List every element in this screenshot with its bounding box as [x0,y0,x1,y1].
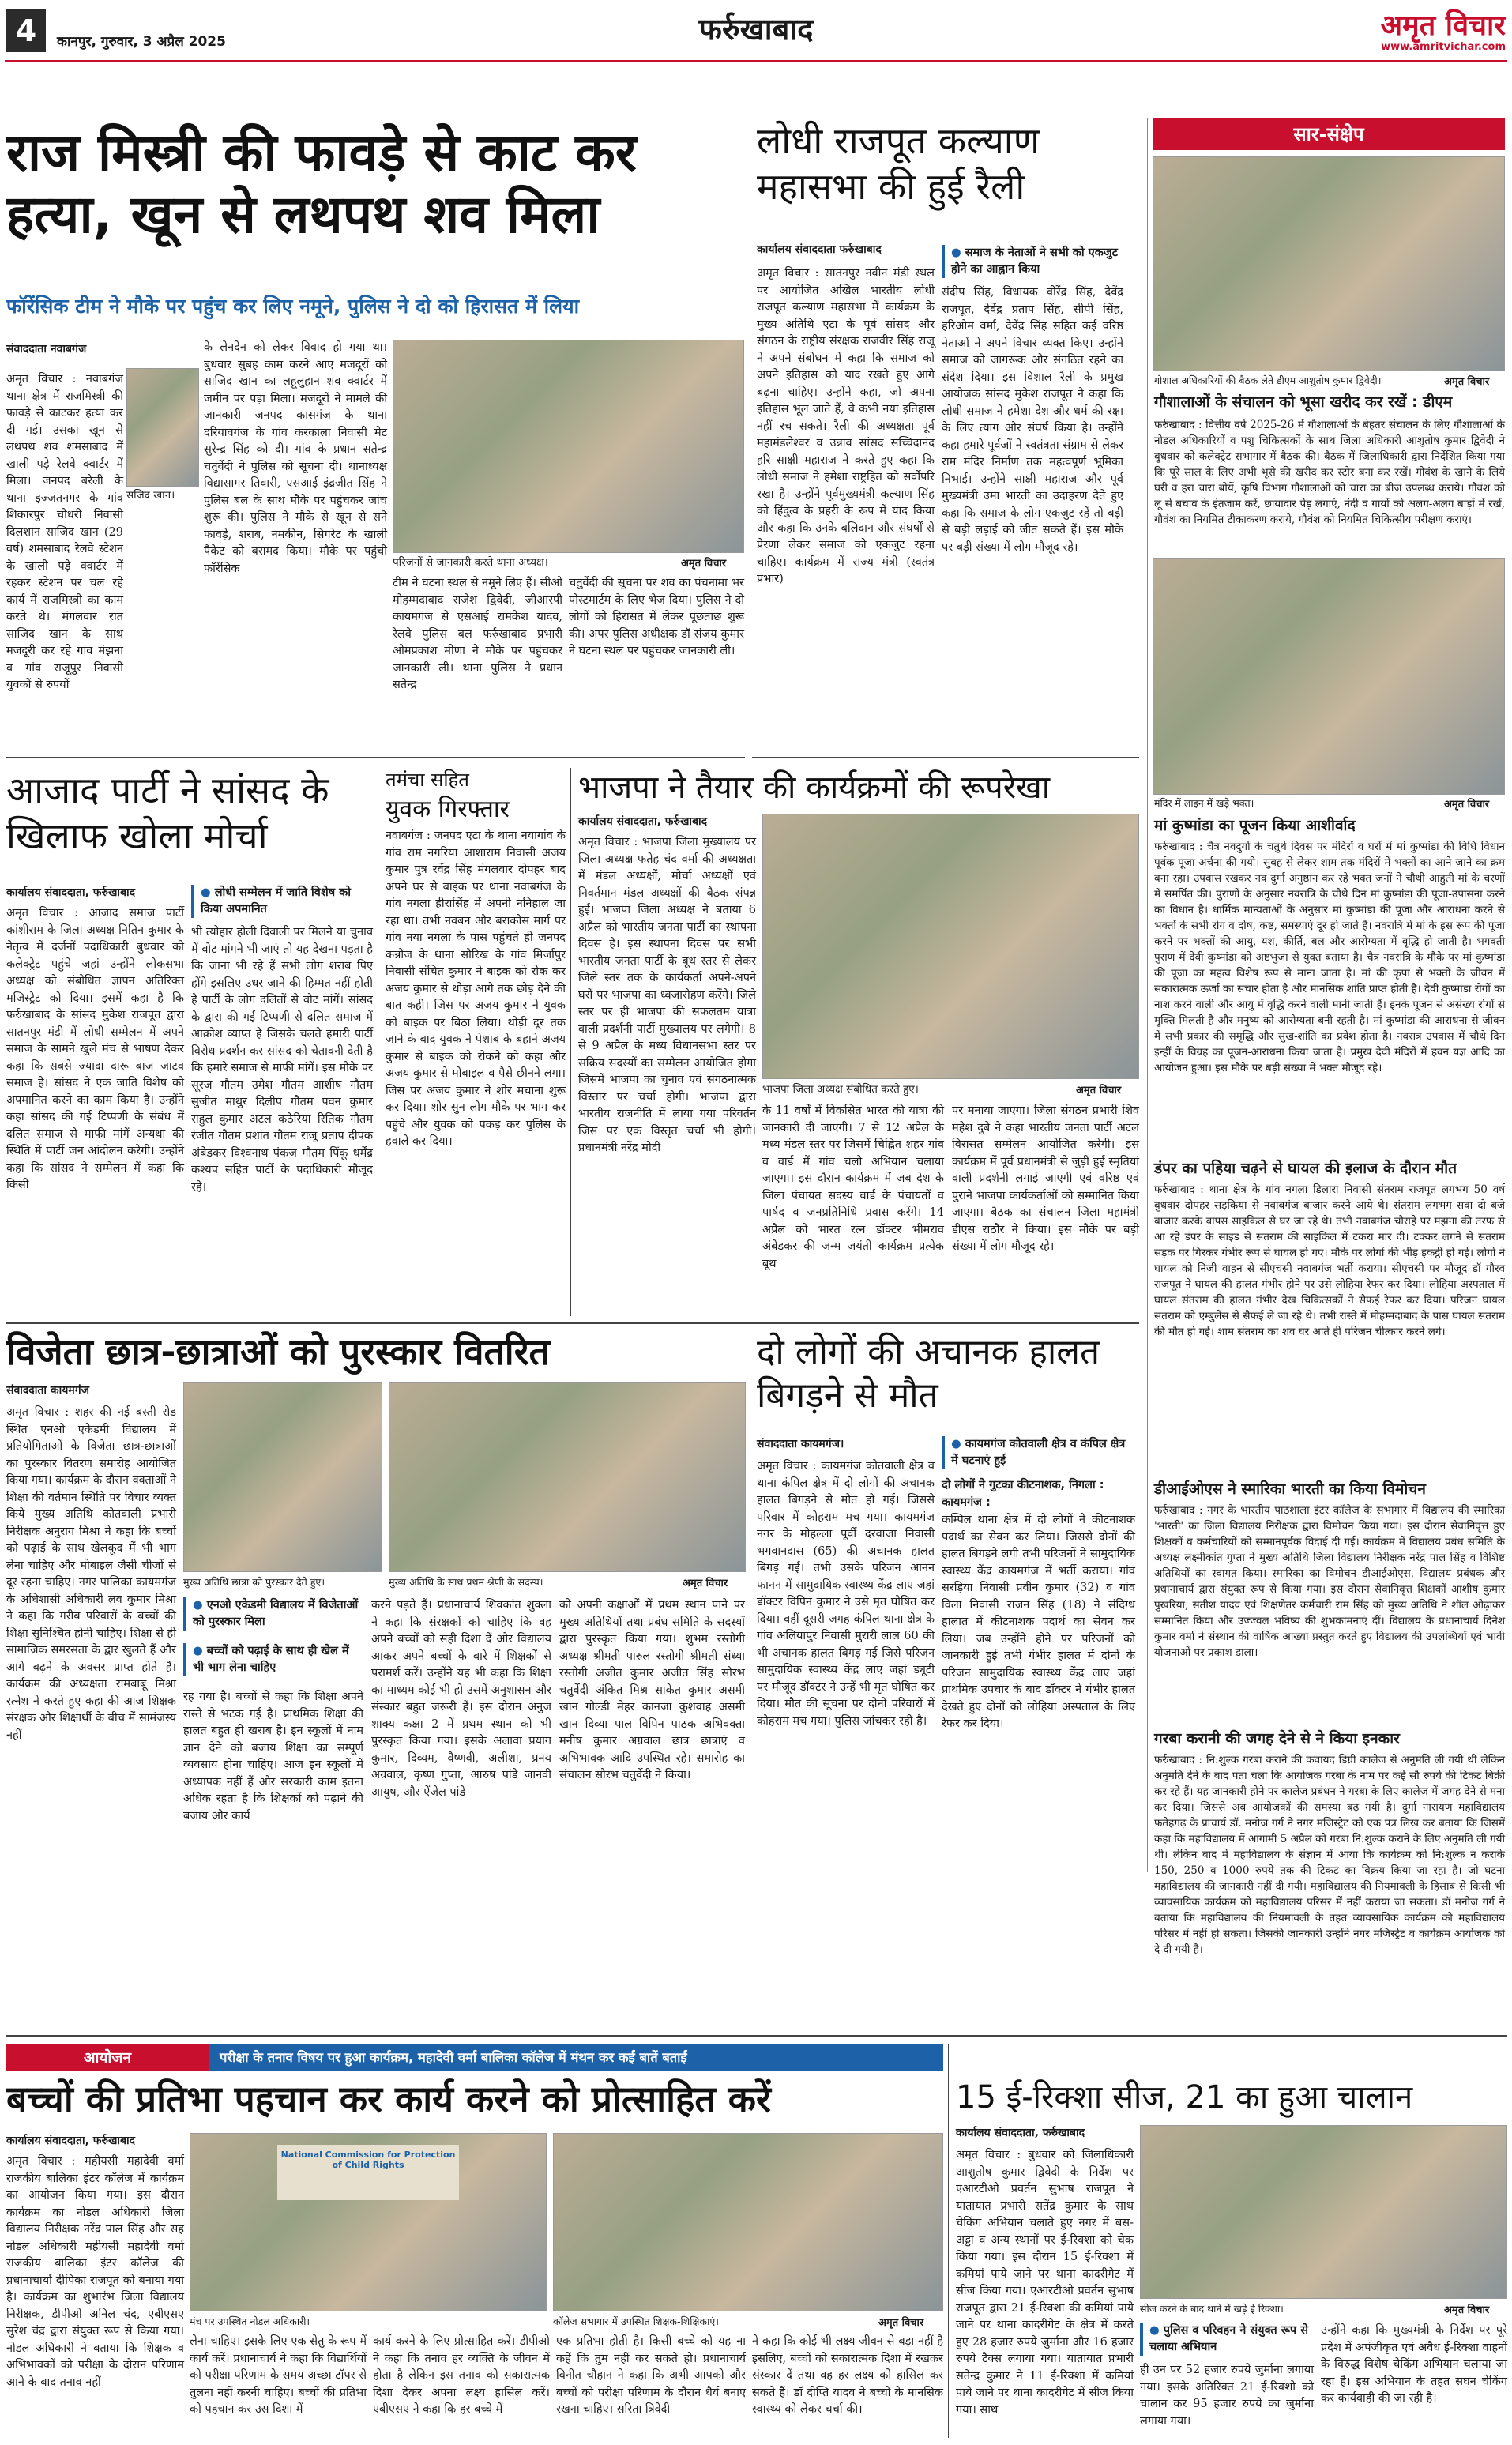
story5-col3: पर मनाया जाएगा। जिला संगठन प्रभारी शिव महेश दुबे ने कहा भारतीय जनता पार्टी अटल विरासत सम्मेलन आयोजित करेगी। इस कार्यक्रम में पूर्व प्रधानमंत्री से जुड़ी हुई स्मृतियां वाली प्रदर्शनी लगाई जाएगी एवं वरिष्ठ एवं पुराने भाजपा कार्यकर्ताओं को सम्मानित किया जाएगा। बैठक का संचालन जिला महामंत्री डीएस राठौर ने किया। इस मौके पर बड़ी संख्या में लोग मौजूद रहे। [952,1104,1139,1253]
vdivider-5 [948,2044,949,2438]
story2-col2: संदीप सिंह, विधायक वीरेंद्र सिंह, देवेंद्र राजपूत, देवेंद्र प्रताप सिंह, सीपी सिंह, हरिओम वर्मा, देवेंद्र सिंह सहित कई वरिष्ठ नेताओं ने अपने विचार व्यक्त किए। उन्होंने समाज को जागरूक और संगठित रहने का संदेश दिया। इस विशाल रैली के प्रमुख आयोजक सांसद मुकेश राजपूत ने कहा कि लोधी समाज ने हमेशा देश और धर्म की रक्षा के लिए त्याग और संघर्ष किया है। उन्होंने कहा हमारे पूर्वजों ने स्वतंत्रता संग्राम से लेकर राम मंदिर निर्माण तक महत्वपूर्ण भूमिका निभाई। उन्होंने साक्षी महाराज और पूर्व मुख्यमंत्री उमा भारती का उदाहरण देते हुए कहा कि समाज के लोग एकजुट रहें तो बड़ी से बड़ी लड़ाई को जीत सकते हैं। इस मौके पर बड़ी संख्या में लोग मौजूद रहे। [942,286,1123,554]
story4-headline: युवक गिरफ्तार [386,796,510,823]
story5-photo [762,814,1139,1079]
divider-1 [6,757,745,758]
callout-bullet-icon: ● [951,1438,965,1450]
divider-4 [6,2035,1507,2037]
story5-col1: अमृत विचार : भाजपा जिला मुख्यालय पर जिला अध्यक्ष फतेह चंद वर्मा की अध्यक्षता में मंडल अध्यक्षों, मोर्चा अध्यक्षों एवं निवर्तमान मंडल अध्यक्षों की बैठक संपन्न हुई। भाजपा जिला अध्यक्ष ने बताया 6 अप्रैल को भारतीय जनता पार्टी का स्थापना दिवस है। इस स्थापना दिवस पर सभी भारतीय जनता पार्टी के बूथ स्तर से लेकर जिले स्तर तक के कार्यकर्ता अपने-अपने घरों पर भाजपा का ध्वजारोहण करेंगे। जिले स्तर पर ही भाजपा की सफलतम यात्रा वाली प्रदर्शनी पार्टी मुख्यालय पर लगेगी। 8 से 9 अप्रैल के मध्य विधानसभा स्तर पर सक्रिय सदस्यों का सम्मेलन आयोजित होगा जिसमें भाजपा का चुनाव एवं संगठनात्मक विस्तार पर चर्चा होगी। भाजपा द्वारा भारतीय राजनीति में लाया गया परिवर्तन जिस पर एक विस्तृत चर्चा भी होगी। प्रधानमंत्री नरेंद्र मोदी [578,836,756,1154]
story8-photo1-banner: National Commission for Protection of Child Rights [277,2145,459,2200]
story8-col4: एक प्रतिभा होती है। किसी बच्चे को यह ना कहें कि तुम नहीं कर सकते हो। प्रधानाचार्य विनीत चौहान ने कहा कि अभी आपको और बच्चों को परीक्षा परिणाम के दौरान धैर्य बनाए रखना चाहिए। सरिता त्रिवेदी [556,2335,746,2416]
story7-col2: कम्पिल थाना क्षेत्र में दो लोगों ने कीटनाशक पदार्थ का सेवन कर लिया। जिससे दोनों की हालत बिगड़ने लगी तभी परिजनों ने सामुदायिक स्वास्थ्य केंद्र कायमगंज में भर्ती कराया। गांव सरड़िया निवासी प्रवीन कुमार (32) व गांव विला निवासी राजन सिंह (18) ने संदिग्ध हालात में कीटनाशक पदार्थ का सेवन कर लिया। जब उन्होंने होने पर परिजनों को जानकारी हुई तभी गंभीर हालत में दोनों के परिजन सामुदायिक स्वास्थ्य केंद्र लाए जहां प्राथमिक उपचार के बाद डॉक्टर ने गंभीर हालत देखते हुए दोनों को लोहिया अस्पताल के लिए रेफर कर दिया। [942,1514,1135,1730]
story6-col4: को अपनी कक्षाओं में प्रथम स्थान पाने पर मुख्य अतिथियों तथा प्रबंध समिति के सदस्यों द्वारा पुरस्कृत किया गया। शुभम रस्तोगी अध्यक्ष श्रीमती पारुल रस्तोगी श्रीमती संध्या रस्तोगी अजीत कुमार अजीत सिंह सौरभ चतुर्वेदी अंकित मिश्र साकेत कुमार असमी खान गोल्डी मेहर कानजा कुशवाह असमी खान दिव्या पाल विपिन पाठक अभिवक्ता मनीष कुमार अग्रवाल छात्र छात्राएं व अभिभावक आदि उपस्थित रहे। समारोह का संचालन सौरभ चतुर्वेदी ने किया। [559,1599,745,1781]
story8-col5: ने कहा कि कोई भी लक्ष्य जीवन से बड़ा नहीं है इसलिए, बच्चों को सकारात्मक दिशा में रखकर संस्कार दें तथा वह हर लक्ष्य को हासिल कर सकते हैं। डॉ दीप्ति यादव ने बच्चों के मानसिक स्वास्थ्य को लेकर चर्चा की। [752,2335,943,2416]
story8-photo2-caption: कॉलेज सभागार में उपस्थित शिक्षक-शिक्षिकाएं। [553,2315,719,2327]
story2-headline: लोधी राजपूत कल्याण महासभा की हुई रैली [757,119,1040,208]
story1-photo-caption: परिजनों से जानकारी करते थाना अध्यक्ष। [393,556,548,569]
story7-col1: अमृत विचार : कायमगंज कोतवाली क्षेत्र व थाना कंपिल क्षेत्र में दो लोगों की अचानक हालत बिगड़ने से मौत हो गई। जिससे परिवार में कोहराम मच गया। कायमगंज नगर के मोहल्ला पूर्वी दरवाजा निवासी भगवानदास (65) की अचानक हालत बिगड़ गई। तभी उसके परिजन आनन फानन में सामुदायिक स्वास्थ्य केंद्र लाए जहां डॉक्टर विपिन कुमार ने उसे मृत घोषित कर दिया। वहीं दूसरी जगह कंपिल थाना क्षेत्र के गांव अलियापुर निवासी मुरारी लाल 60 की भी अचानक हालत बिगड़ गई जिसे परिजन सामुदायिक स्वास्थ्य केंद्र लाए जहां ड्यूटी पर मौजूद डॉक्टर ने उन्हें भी मृत घोषित कर दिया। मौत की सूचना पर दोनों परिवारों में कोहराम मच गया। पुलिस जांचकर रही है। [757,1460,935,1728]
story1-inset-photo [126,368,199,487]
story7-callout [942,1436,1131,1469]
brand-logo: अमृत विचार [1380,9,1506,42]
story8-col2: लेना चाहिए। इसके लिए एक सेतु के रूप में कार्य करें। प्रधानाचार्य ने कहा कि विद्यार्थियों को परीक्षा परिणाम के समय अच्छा टॉपर से तुलना नहीं करनी चाहिए। बच्चों की प्रतिभा को पहचान कर उस दिशा में [190,2335,367,2416]
story8-headline: बच्चों की प्रतिभा पहचान कर कार्य करने को प्रोत्साहित करें [6,2078,771,2120]
story9-byline: कार्यालय संवाददाता, फर्रुखाबाद [956,2127,1085,2139]
story8-photo2 [553,2133,943,2311]
story6-photo2-caption: मुख्य अतिथि के साथ प्रथम श्रेणी के सदस्य। [389,1576,543,1588]
story5-headline: भाजपा ने तैयार की कार्यक्रमों की रूपरेखा [578,769,1051,806]
story9-callout [1140,2323,1314,2356]
callout-bullet-icon: ● [193,1645,207,1657]
story9-photo [1140,2125,1507,2299]
sidebar-item2-credit: अमृत विचार [1444,799,1490,811]
header-date: कानपुर, गुरुवार, 3 अप्रैल 2025 [57,34,226,50]
sidebar-item1-credit: अमृत विचार [1444,376,1490,388]
story6-headline: विजेता छात्र-छात्राओं को पुरस्कार वितरित [6,1330,550,1373]
story9-photo-caption: सीज करने के बाद थाने में खड़े ई रिक्शा। [1140,2303,1284,2315]
story8-col3: कार्य करने के लिए प्रोत्साहित करें। डीपीओ ने कहा कि तनाव हर व्यक्ति के जीवन में होता है लेकिन इस तनाव को सकारात्मक दिशा देकर अपना लक्ष्य हासिल करें। एबीएसए ने कहा कि हर बच्चे में [373,2335,550,2416]
story1-col4: चतुर्वेदी की सूचना पर शव का पंचनामा भर पोस्टमार्टम के लिए भेज दिया। पुलिस ने दो लोगों को हिरासत में लेकर पूछताछ शुरू की। अपर पुलिस अधीक्षक डॉ संजय कुमार ने घटना स्थल पर पहुंचकर जानकारी ली। [569,577,744,657]
story7-callout-text: कायमगंज कोतवाली क्षेत्र व कंपिल क्षेत्र में घटनाएं हुई [951,1438,1126,1467]
story5-photo-caption: भाजपा जिला अध्यक्ष संबोधित करते हुए। [762,1083,919,1096]
story9-col2: ही उन पर 52 हजार रुपये जुर्माना लगाया गया। इसके अतिरिक्त 21 ई-रिक्शो को चालान कर 95 हजार रुपये का जुर्माना लगाया गया। [1140,2364,1314,2428]
callout-bullet-icon: ● [951,246,965,259]
sidebar-item2-photo [1153,558,1505,795]
story9-col3: उन्होंने कहा कि मुख्यमंत्री के निर्देश पर पूरे प्रदेश में अपंजीकृत एवं अवैध ई-रिक्शा वाहनों के विरुद्ध विशेष चेकिंग अभियान चलाया जा रहा है। इस अभियान के तहत सघन चेकिंग कर कार्यवाही की जा रही है। [1321,2324,1507,2405]
story8-banner: परीक्षा के तनाव विषय पर हुआ कार्यक्रम, महादेवी वर्मा बालिका कॉलेज में मंथन कर कई बातें बताईं [209,2044,943,2071]
story5-byline: कार्यालय संवाददाता, फर्रुखाबाद [578,815,708,828]
story7-col2-lead: दो लोगों ने गुटका कीटनाशक, निगला : कायमगंज : [942,1479,1104,1509]
story4-col1: नवाबगंज : जनपद एटा के थाना नयागांव के गांव राम नगरिया आशाराम निवासी अजय कुमार पुत्र रवेंद्र सिंह मंगलवार दोपहर बाद अपने घर से बाइक पर थाना नवाबगंज के गांव नगला हीरासिंह में अपनी ननिहाल जा रहा था। तभी नवबन और बराकोस मार्ग पर गांव नया नगला के पास पहुंचते ही जनपद कन्नौज के थाना सौरिख के गांव मिर्जापुर निवासी संचित कुमार ने बाइक को रोक कर अजय कुमार से थोड़ा आगे तक छोड़ देने की बात कही। जिस पर अजय कुमार ने युवक को बाइक पर बिठा लिया। थोड़ी दूर तक जाने के बाद युवक ने पेशाब के बहाने अजय कुमार से बाइक को रोकने को कहा और अजय कुमार से मोबाइल व पैसे छीनने लगा। जिस पर अजय कुमार ने शोर मचाना शुरू कर दिया। शोर सुन लोग मौके पर भाग कर पहुंचे और युवक को पकड़ कर पुलिस के हवाले कर दिया। [386,829,566,1148]
story6-callout1-text: एनओ एकेडमी विद्यालय में विजेताओं को पुरस्कार मिला [193,1599,359,1628]
vdivider-3 [570,768,571,1316]
story3-byline: कार्यालय संवाददाता, फर्रुखाबाद [6,886,136,899]
story8-label: आयोजन [6,2044,209,2071]
story9-headline: 15 ई-रिक्शा सीज, 21 का हुआ चालान [956,2079,1413,2116]
story6-photo1 [183,1382,382,1572]
story7-byline: संवाददाता कायमगंज। [757,1438,844,1450]
sidebar-item3-headline: डंपर का पहिया चढ़ने से घायल की इलाज के दौरान मौत [1154,1160,1457,1177]
story9-col1: अमृत विचार : बुधवार को जिलाधिकारी आशुतोष कुमार द्विवेदी के निर्देश पर एआरटीओ प्रवर्तन सुभाष राजपूत ने यातायात प्रभारी सतेंद्र कुमार के साथ चेकिंग अभियान चलाते हुए नगर में बस-अड्डा व अन्य स्थानों पर ई-रिक्शा को चेक किया गया। इस दौरान 15 ई-रिक्शा में कमियां पाये जाने पर थाना कादरीगेट में सीज किया गया। एआरटीओ प्रवर्तन सुभाष राजपूत द्वारा 21 ई-रिक्शा की कमियां पाये जाने पर थाना कादरीगेट के क्षेत्र में करते हुए 28 हजार रुपये जुर्माना और 16 हजार रुपये टैक्स लगाया गया। यातायात प्रभारी सतेन्द्र कुमार ने 11 ई-रिक्शा में कमियां पाये जाने पर थाना कादरीगेट में सीज किया गया। साथ [956,2149,1134,2417]
story7-headline: दो लोगों की अचानक हालत बिगड़ने से मौत [757,1332,1100,1416]
story1-photo [393,340,744,553]
story6-col3: करने पड़ते हैं। प्रधानाचार्य शिवकांत शुक्ला ने कहा कि संरक्षकों को चाहिए कि वह अपने बच्चों को सही दिशा दें और विद्यालय आकर अपने बच्चों के बारे में शिक्षकों से परामर्श करें। उन्होंने यह भी कहा कि शिक्षा का माध्यम कोई भी हो उसमें अनुशासन और संस्कार बहुत जरूरी हैं। इस दौरान अनुज शाक्य कक्षा 2 में प्रथम स्थान को भी पुरस्कृत किया गया। इसके अलावा प्रयाग कुमार, दिव्यम, वैष्णवी, अलीशा, प्रनय अग्रवाल, कृष्ण गुप्ता, आरुष पांडे जानवी आयुष, और ऐंजेल पांडे [371,1599,551,1799]
story6-photo1-caption: मुख्य अतिथि छात्रा को पुरस्कार देते हुए। [183,1576,325,1588]
sidebar-item2-text: फर्रुखाबाद : चैत्र नवदुर्गा के चतुर्थ दिवस पर मंदिरों व घरों में मां कुष्मांडा की विधि विधान पूर्वक पूजा अर्चना की गयी। सुबह से लेकर शाम तक मंदिरों में भक्तों का आने जाने का क्रम बना रहा। उपवास रखकर नव दुर्गा अनुष्ठान कर रहे भक्त जनों ने चौथी आहुती मां के चरणों में समर्पित की। पुराणों के अनुसार नवरात्रि के चौथे दिन मां कुष्मांडा की पूजा-उपासना करने का विधान है। धार्मिक मान्यताओं के अनुसार मां कुष्मांडा की पूजा और आराधना करने से भक्तों के सभी रोग व दोष, कष्ट, समस्याएं दूर हो जाते हैं। नवरात्रि में मां के इस रूप की पूजा करने पर भक्तों की आयु, यश, कीर्ति, बल और आरोग्यता में वृद्धि हो जाती है। भगवती पुराण में देवी कुष्मांडा को अष्टभुजा से युक्त बताया है। चैत्र नवरात्रि के मौके पर मां कुष्मांडा की पूजा का महत्व विशेष रूप से माना जाता है। मां की कृपा से भक्तों के जीवन में सकारात्मक ऊर्जा का संचार होता है और मानसिक शांति प्राप्त होती है। देवी कुष्मांडा रोगों का नाश करने वाली और आयु में वृद्धि करने वाली मानी जाती हैं। इनके पूजन से असंख्य रोगों से मुक्ति मिलती है और मनुष्य को आरोग्यता बनी रहती है। मां कुष्मांडा की आराधना से जीवन में सभी प्रकार की समृद्धि और सुख-शांति का प्रवेश होता है। नवरात्र उपवास में चौथे दिन इन्हीं के विग्रह का पूजन-आराधना किया जाता है। प्रमुख देवी मंदिरों में हवन यज्ञ आदि का आयोजन हुआ। इस मौके पर बड़ी संख्या में भक्त मौजूद रहे। [1154,841,1505,1074]
story4-headline-small: तमंचा सहित [386,769,469,791]
page-header [0,0,1512,62]
divider-3 [6,1322,1139,1324]
sidebar-item4-text: फर्रुखाबाद : नगर के भारतीय पाठशाला इंटर कॉलेज के सभागार में विद्यालय की स्मारिका 'भारती' का जिला विद्यालय निरीक्षक द्वारा विमोचन किया गया। इस दौरान सेवानिवृत्त हुए शिक्षकों व कर्मचारियों को सम्मानपूर्वक विदाई दी गई। कार्यक्रम में विद्यालय प्रबंध समिति के अध्यक्ष लक्ष्मीकांत गुप्ता ने मुख्य अतिथि जिला विद्यालय निरीक्षक नरेंद्र पाल सिंह व विशिष्ट अतिथियों का स्वागत किया। स्मारिका का विमोचन डीआईओएस, विद्यालय प्रबंधक और प्रधानाचार्य द्वारा संयुक्त रूप से किया गया। इस दौरान सेवानिवृत्त शिक्षकों आशीष कुमार पुखरिया, सतीश यादव एवं शिक्षणेतर कर्मचारी राम सिंह को मुख्य अतिथि ने शॉल ओढ़ाकर सम्मानित किया और उज्ज्वल भविष्य की शुभकामनाएं दीं। विद्यालय के प्रधानाचार्य दिनेश कुमार वर्मा ने संस्थान की वार्षिक आख्या प्रस्तुत करते हुए विद्यालय की उपलब्धियों एवं भावी योजनाओं पर प्रकाश डाला। [1154,1504,1505,1659]
sidebar-item2-headline: मां कुष्मांडा का पूजन किया आशीर्वाद [1154,817,1356,834]
story9-photo-credit: अमृत विचार [1444,2304,1490,2316]
callout-bullet-icon: ● [201,886,215,899]
header-section-title: फर्रुखाबाद [698,12,814,47]
story6-callout1 [183,1597,363,1631]
sidebar-item1-photo [1153,156,1505,371]
brand-website[interactable]: www.amritvichar.com [1381,41,1506,53]
story6-col2: रह गया है। बच्चों से कहा कि शिक्षा अपने रास्ते से भटक गई है। प्राथमिक शिक्षा की हालत बहुत ही खराब है। इन स्कूलों में नाम ज्ञान देने को बजाय शिक्षा का सम्पूर्ण व्यवसाय होना चाहिए। आज इन स्कूलों में अध्यापक नहीं हैं और सरकारी काम इतना अधिक रहता है कि शिक्षकों को पढ़ाने की बजाय और कार्य [183,1691,363,1822]
story1-byline: संवाददाता नवाबगंज [6,343,87,355]
story8-photo-credit: अमृत विचार [878,2317,924,2329]
story8-col1: अमृत विचार : महीयसी महादेवी वर्मा राजकीय बालिका इंटर कॉलेज में कार्यक्रम का आयोजन किया गया। इस दौरान कार्यक्रम का नोडल अधिकारी जिला विद्यालय निरीक्षक नरेंद्र पाल सिंह और सह नोडल अधिकारी महीयसी महादेवी वर्मा राजकीय बालिका इंटर कॉलेज की प्रधानाचार्या दीपिका राजपूत को बनाया गया है। कार्यक्रम का शुभारंभ जिला विद्यालय निरीक्षक, डीपीओ अनिल चंद, एबीएसए सुरेश चंद्र द्वारा संयुक्त रूप से किया गया। नोडल अधिकारी ने बताया कि शिक्षक व अभिभावकों को परीक्षा के दौरान परिणाम आने के बाद तनाव नहीं [6,2155,184,2389]
sidebar-title-bar: सार-संक्षेप [1153,118,1505,150]
header-rule [5,60,1507,62]
sidebar-item1-caption: गोशाल अधिकारियों की बैठक लेते डीएम आशुतोष कुमार द्विवेदी। [1154,374,1382,386]
story5-photo-credit: अमृत विचार [1076,1085,1122,1096]
sidebar-item4-headline: डीआईओएस ने स्मारिका भारती का किया विमोचन [1154,1480,1426,1498]
story1-photo-credit: अमृत विचार [681,558,727,570]
page-number-badge: 4 [6,9,46,52]
story3-col2: भी त्योहार होली दिवाली पर मिलने या चुनाव में वोट मांगने भी जाएं तो यह देखना पड़ता है कि जाना भी रहे हैं सभी लोग शराब पिए होंगे इसलिए उधर जाने की हिम्मत नहीं होती है पार्टी के लोग दलितों से वोट मांगें। सांसद के द्वारा की गई टिप्पणी से दलित समाज में आक्रोश व्याप्त है जिसके चलते हमारी पार्टी विरोध प्रदर्शन कर सांसद को चेतावनी देती है कि हमारे समाज से माफी मांगें। इस मौके पर सूरज गौतम उमेश गौतम आशीष गौतम सुजीत माथुर दिलीप गौतम पवन कुमार राहुल कुमार अटल कठेरिया रितिक गौतम रंजीत गौतम प्रशांत गौतम राजू प्रताप दीपक अंबेडकर विश्वनाथ पंकज गौतम पिंकू धर्मेंद्र कश्यप सहित पार्टी के पदाधिकारी मौजूद रहे। [191,926,373,1194]
sidebar-item3-text: फर्रुखाबाद : थाना क्षेत्र के गांव नगला डिलारा निवासी संतराम राजपूत लगभग 50 वर्ष बुधवार दोपहर सड़किया से नवाबगंज बाजार करने आये थे। संतराम लगभग सवा दो बजे बाजार करके वापस साइकिल से घर जा रहे थे। तभी नवाबगंज चौराहे पर मझना की तरफ से आ रहे डंपर के साइड से संतराम की साइकिल में टकरा मार दी। टक्कर लगने से संतराम सड़क पर गिरकर गंभीर रूप से घायल हो गए। मौके पर लोगों की भीड़ इकट्ठी हो गई। लोगों ने घायल को निजी वाहन से सीएचसी नवाबगंज भर्ती कराया। सीएचसी पर मौजूद डॉ गौरव राजपूत ने घायल की हालत गंभीर होने पर उसे लोहिया रेफर कर दिया। लोहिया अस्पताल में घायल संतराम की हालत गंभीर देख चिकित्सकों ने सैफई रेफर कर दिया। परिजन घायल संतराम को एम्बुलेंस से सैफई ले जा रहे थे। तभी रास्ते में मोहम्मदाबाद के पास घायल संतराम की मौत हो गई। शाम संतराम का शव घर आते ही परिजन चीत्कार करने लगे। [1154,1183,1505,1338]
story3-callout-text: लोधी सम्मेलन में जाति विशेष को किया अपमानित [201,886,352,916]
story6-photo-credit: अमृत विचार [683,1578,728,1589]
story5-col2: के 11 वर्षों में विकसित भारत की यात्रा की जानकारी दी जाएगी। 7 से 12 अप्रैल के मध्य मंडल स्तर पर जिसमें चिह्नित शहर गांव व वार्ड में गांव चलो अभियान चलाया जाएगा। इस दौरान कार्यक्रम में जब देश के जिला पंचायत सदस्य वार्ड के पंचायतों व पार्षद व जनप्रतिनिधि प्रवास करेंगे। 14 अप्रैल को भारत रत्न डॉक्टर भीमराव अंबेडकर की जन्म जयंती कार्यक्रम प्रत्येक बूथ [762,1104,944,1270]
story6-photo2 [389,1382,746,1572]
story3-callout [191,885,371,918]
story6-callout2 [183,1643,363,1676]
story6-byline: संवाददाता कायमगंज [6,1384,89,1397]
sidebar-item2-caption: मंदिर में लाइन में खड़े भक्त। [1154,797,1254,809]
story6-col1: अमृत विचार : शहर की नई बस्ती रोड स्थित एनओ एकेडमी विद्यालय में प्रतियोगिताओं के विजेता छात्र-छात्राओं का पुरस्कार वितरण समारोह आयोजित किया गया। कार्यक्रम के दौरान वक्ताओं ने शिक्षा की वर्तमान स्थिति पर विचार व्यक्त किये मुख्य अतिथि कोतवाली प्रभारी निरीक्षक अनुराग मिश्रा ने कहा कि बच्चों को पढ़ाई के साथ खेलकूद में भी भाग लेना चाहिए और मोबाइल जैसी चीजों से दूर रहना चाहिए। नगर पालिका कायमगंज के अधिशासी अधिकारी लव कुमार मिश्रा ने कहा कि गरीब परिवारों के बच्चों की शिक्षा सुनिश्चित होनी चाहिए। शिक्षा से ही सामाजिक समरसता के द्वार खुलते हैं और आगे बढ़ने के अवसर प्राप्त होते हैं। कार्यक्रम की अध्यक्षता रामबाबू मिश्रा रत्नेश ने करते हुए कहा की आज शिक्षक संरक्षक और शिक्षार्थी के बीच में सामंजस्य नहीं [6,1406,176,1742]
story8-byline: कार्यालय संवाददाता, फर्रुखाबाद [6,2135,136,2147]
story8-photo1-caption: मंच पर उपस्थित नोडल अधिकारी। [190,2315,310,2327]
story2-col1: अमृत विचार : सातनपुर नवीन मंडी स्थल पर आयोजित अखिल भारतीय लोधी राजपूत कल्याण महासभा में कार्यक्रम के मुख्य अतिथि एटा के पूर्व सांसद और संगठन के राष्ट्रीय संरक्षक राजवीर सिंह राजू ने अपने संबोधन में कहा कि समाज को अपने इतिहास को याद रखते हुए आगे बढ़ना चाहिए। उन्होंने कहा, जो अपना इतिहास भूल जाते हैं, वे कभी नया इतिहास नहीं रच सकते। रैली की अध्यक्षता पूर्व महामंडलेश्वर व उन्नाव सांसद सच्चिदानंद हरि साक्षी महाराज ने करते हुए कहा कि लोधी समाज ने हमेशा राष्ट्रहित को सर्वोपरि रखा है। उन्होंने पूर्वमुख्यमंत्री कल्याण सिंह को हिंदुत्व के प्रहरी के रूप में याद किया और कहा कि उनके बलिदान और संघर्षों से प्रेरणा लेकर समाज को एकजुट रहना चाहिए। कार्यक्रम में राज्य मंत्री (स्वतंत्र प्रभार) [757,267,935,585]
story3-col1: अमृत विचार : आजाद समाज पार्टी कांशीराम के जिला अध्यक्ष नितिन कुमार के नेतृत्व में दर्जनों पदाधिकारी बुधवार को कलेक्ट्रेट पहुंचे जहां उन्होंने लोकसभा अध्यक्ष को संबोधित ज्ञापन अतिरिक्त मजिस्ट्रेट को दिया। इसमें कहा है कि फर्रुखाबाद के सांसद मुकेश राजपूत द्वारा सातनपुर मंडी में लोधी सम्मेलन में अपने समाज के सामने खुले मंच से भाषण देकर कहा कि सबसे ज्यादा दारू बाज जाटव समाज है। सांसद ने एक जाति विशेष को अपमानित करने का काम किया है। उन्होंने कहा सांसद की गई टिप्पणी के संबंध में दलित समाज से माफी मांगें अन्यथा की स्थिति में पार्टी जन आंदोलन करेगी। उन्होंने कहा कि सांसद ने सम्मेलन में कहा कि किसी [6,907,184,1191]
story1-headline: राज मिस्त्री की फावड़े से काट कर हत्या, खून से लथपथ शव मिला [6,122,637,245]
story2-callout-text: समाज के नेताओं ने सभी को एकजुट होने का आह्वान किया [951,246,1118,276]
sidebar-item5-headline: गरबा करानी की जगह देने से ने किया इनकार [1154,1730,1400,1747]
story9-callout-text: पुलिस व परिवहन ने संयुक्त रूप से चलाया अभियान [1149,2324,1309,2353]
divider-2 [752,757,1139,758]
story8-photo1 [190,2133,547,2311]
sidebar-item1-headline: गौशालाओं के संचालन को भूसा खरीद कर रखें : डीएम [1154,393,1453,411]
story6-callout2-text: बच्चों को पढ़ाई के साथ ही खेल में भी भाग लेना चाहिए [193,1645,349,1674]
sidebar-item1-text: फर्रुखाबाद : वित्तीय वर्ष 2025-26 में गौशालाओं के बेहतर संचालन के लिए गौशालाओं के नोडल अधिकारियों व पशु चिकित्सकों के साथ जिला अधिकारी आशुतोष कुमार द्विवेदी ने बुधवार को कलेक्ट्रेट सभागार में बैठक की। बैठक में जिलाधिकारी द्वारा निर्देशित किया गया कि पूरे साल के लिए अभी भूसे की खरीद कर स्टोर बना कर रखें। गोवंश के खाने के लिये घरी व हरा चारा बोयें, कृषि विभाग गौशालाओं को चारा का बीज उपलब्ध कराये। गौवंश को लू से बचाव के इंतजाम करें, छायादार पेड़ लगाएं, नंदी व गायों को अलग-अलग बाड़ों में रखें, गौवंश का नियमित टीकाकरण कराये, गौवंश को नियमित चिकित्सीय परीक्षण कराएं। [1154,419,1505,526]
sidebar-item5-text: फर्रुखाबाद : नि:शुल्क गरबा कराने की कवायद डिग्री कालेज से अनुमति ली गयी थी लेकिन अनुमति देने के बाद पता चला कि आयोजक गरबा के नाम पर कई सौ रुपये की टिकट बिक्री कर रहे हैं। यह जानकारी होने पर कालेज प्रबंधन ने गरबा के लिए कालेज में जगह देने से मना कर दिया। जिससे अब आयोजकों की समस्या बढ़ गयी है। दुर्गा नारायण महाविद्यालय फतेहगढ़ के प्राचार्य डॉ. मनोज गर्ग ने नगर मजिस्ट्रेट को एक पत्र लिख कर बताया कि जिसमें कहा कि महाविद्यालय में आगामी 5 अप्रैल को गरबा नि:शुल्क कराने के लिए अनुमति ली गयी थी। लेकिन बाद में महाविद्यालय के संज्ञान में आया कि कार्यक्रम को नि:शुल्क न कराके 150, 250 व 1000 रुपये तक की टिकट का विक्रय किया जा रहा है। जो घटना महाविद्यालय की जानकारी नहीं दी गयी। महाविद्यालय की नियमावली के हिसाब से किसी भी व्यावसायिक कार्यक्रम को महाविद्यालय परिसर में नहीं कराया जा सकता। डॉ मनोज गर्ग ने बताया कि महाविद्यालय की नियमावली के तहत व्यावसायिक कार्यक्रम को महाविद्यालय परिसर में नहीं हो सकता। जिसकी जानकारी उन्होंने नगर मजिस्ट्रेट व कार्यक्रम आयोजक को दे दी गयी है। [1154,1754,1505,1956]
callout-bullet-icon: ● [1149,2324,1164,2337]
callout-bullet-icon: ● [193,1599,207,1612]
story1-col1: अमृत विचार : नवाबगंज थाना क्षेत्र में राजमिस्त्री की फावड़े से काटकर हत्या कर दी गई। उसका खून से लथपथ शव शमसाबाद में खाली पड़े रेलवे क्वार्टर में मिला। जनपद बरेली के थाना इज्जतनगर के गांव शिकारपुर चौधरी निवासी दिलशान साजिद खान (29 वर्ष) शमसाबाद रेलवे स्टेशन के खाली पड़े क्वार्टर में रहकर स्टेशन पर चल रहे कार्य में राजमिस्त्री का काम करते थे। मंगलवार रात साजिद खान के साथ मजदूरी कर रहे गांव मंझना व गांव राजूपुर निवासी युवकों से रुपयों [6,373,123,691]
story1-col3: टीम ने घटना स्थल से नमूने लिए हैं। सीओ मोहम्मदाबाद राजेश द्विवेदी, जीआरपी कायमगंज से एसआई रामकेश यादव, रेलवे पुलिस बल फर्रुखाबाद प्रभारी ओमप्रकाश मीणा ने मौके पर पहुंचकर जानकारी ली। थाना पुलिस ने प्रधान सतेन्द्र [393,577,562,691]
story1-subhead: फॉरेंसिक टीम ने मौके पर पहुंच कर लिए नमूने, पुलिस ने दो को हिरासत में लिया [6,295,580,318]
story3-headline: आजाद पार्टी ने सांसद के खिलाफ खोला मोर्चा [6,769,329,857]
sidebar [1147,118,1507,1956]
story2-callout [942,245,1122,278]
story1-inset-caption: सजिद खान। [126,489,175,502]
story1-col2: के लेनदेन को लेकर विवाद हो गया था। बुधवार सुबह काम करने आए मजदूरों को साजिद खान का लहूलुहान शव क्वार्टर में जमीन पर पड़ा मिला। मजदूरों ने मामले की जानकारी जनपद कासगंज के थाना दरियावगंज के गांव करकाला निवासी मेट सुरेन्द्र सिंह को दी। गांव के प्रधान सतेन्द्र चतुर्वेदी ने पुलिस को सूचना दी। थानाध्यक्ष विद्यासागर तिवारी, एसआई इंद्रजीत सिंह ने पुलिस बल के साथ मौके पर पहुंचकर जांच शुरू की। पुलिस ने मौके से खून से सने फावड़े, शराब, नमकीन, सिगरेट के खाली पैकेट को बरामद किया। मौके पर पहुंची फॉरेंसिक [204,341,387,575]
story2-byline: कार्यालय संवाददाता फर्रुखाबाद [757,243,882,256]
